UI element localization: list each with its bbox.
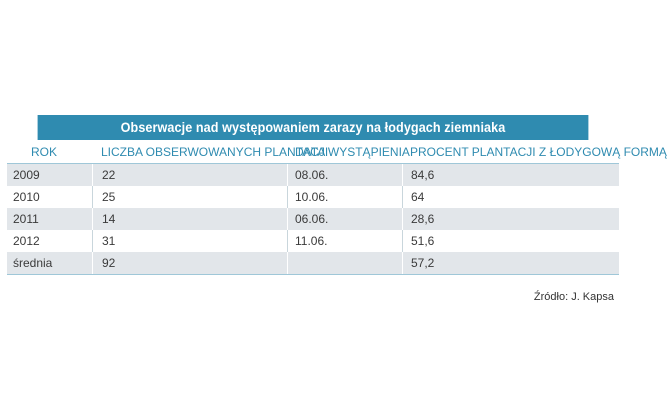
table-cell: 2012 — [13, 234, 40, 248]
column-header-liczba: LICZBA OBSERWOWANYCH PLANTACJI — [101, 145, 329, 159]
table-cell: 08.06. — [287, 164, 402, 186]
table-cell: 14 — [92, 208, 287, 230]
table-row — [7, 164, 619, 186]
table-cell: 31 — [92, 230, 287, 252]
data-table — [7, 115, 667, 275]
table-cell: 64 — [402, 186, 619, 208]
table-bottom-divider — [7, 274, 619, 275]
table-row — [7, 252, 619, 274]
table-cell — [287, 252, 402, 274]
column-header-rok: ROK — [31, 145, 58, 159]
table-row — [7, 186, 619, 208]
source-credit: Źródło: J. Kapsa — [533, 291, 614, 303]
table-row — [7, 230, 619, 252]
table-cell: 51,6 — [402, 230, 619, 252]
table-cell: 2009 — [13, 168, 40, 182]
table-cell: 10.06. — [287, 186, 402, 208]
table-row — [7, 208, 619, 230]
table-cell: 11.06. — [287, 230, 402, 252]
table-title: Obserwacje nad występowaniem zarazy na łodygach ziemniaka — [38, 115, 589, 140]
table-header — [7, 141, 667, 164]
table-cell: 28,6 — [402, 208, 619, 230]
table-cell: 92 — [92, 252, 287, 274]
table-cell: 22 — [92, 164, 287, 186]
table-cell: 57,2 — [402, 252, 619, 274]
table-cell: 84,6 — [402, 164, 619, 186]
table-cell: 06.06. — [287, 208, 402, 230]
column-header-data: DATA WYSTĄPIENIA — [295, 145, 410, 159]
table-cell: 2010 — [13, 190, 40, 204]
table-cell: 25 — [92, 186, 287, 208]
table-cell: średnia — [13, 256, 53, 270]
column-header-procent: PROCENT PLANTACJI Z ŁODYGOWĄ FORMĄ — [410, 145, 667, 159]
table-cell: 2011 — [13, 212, 39, 226]
